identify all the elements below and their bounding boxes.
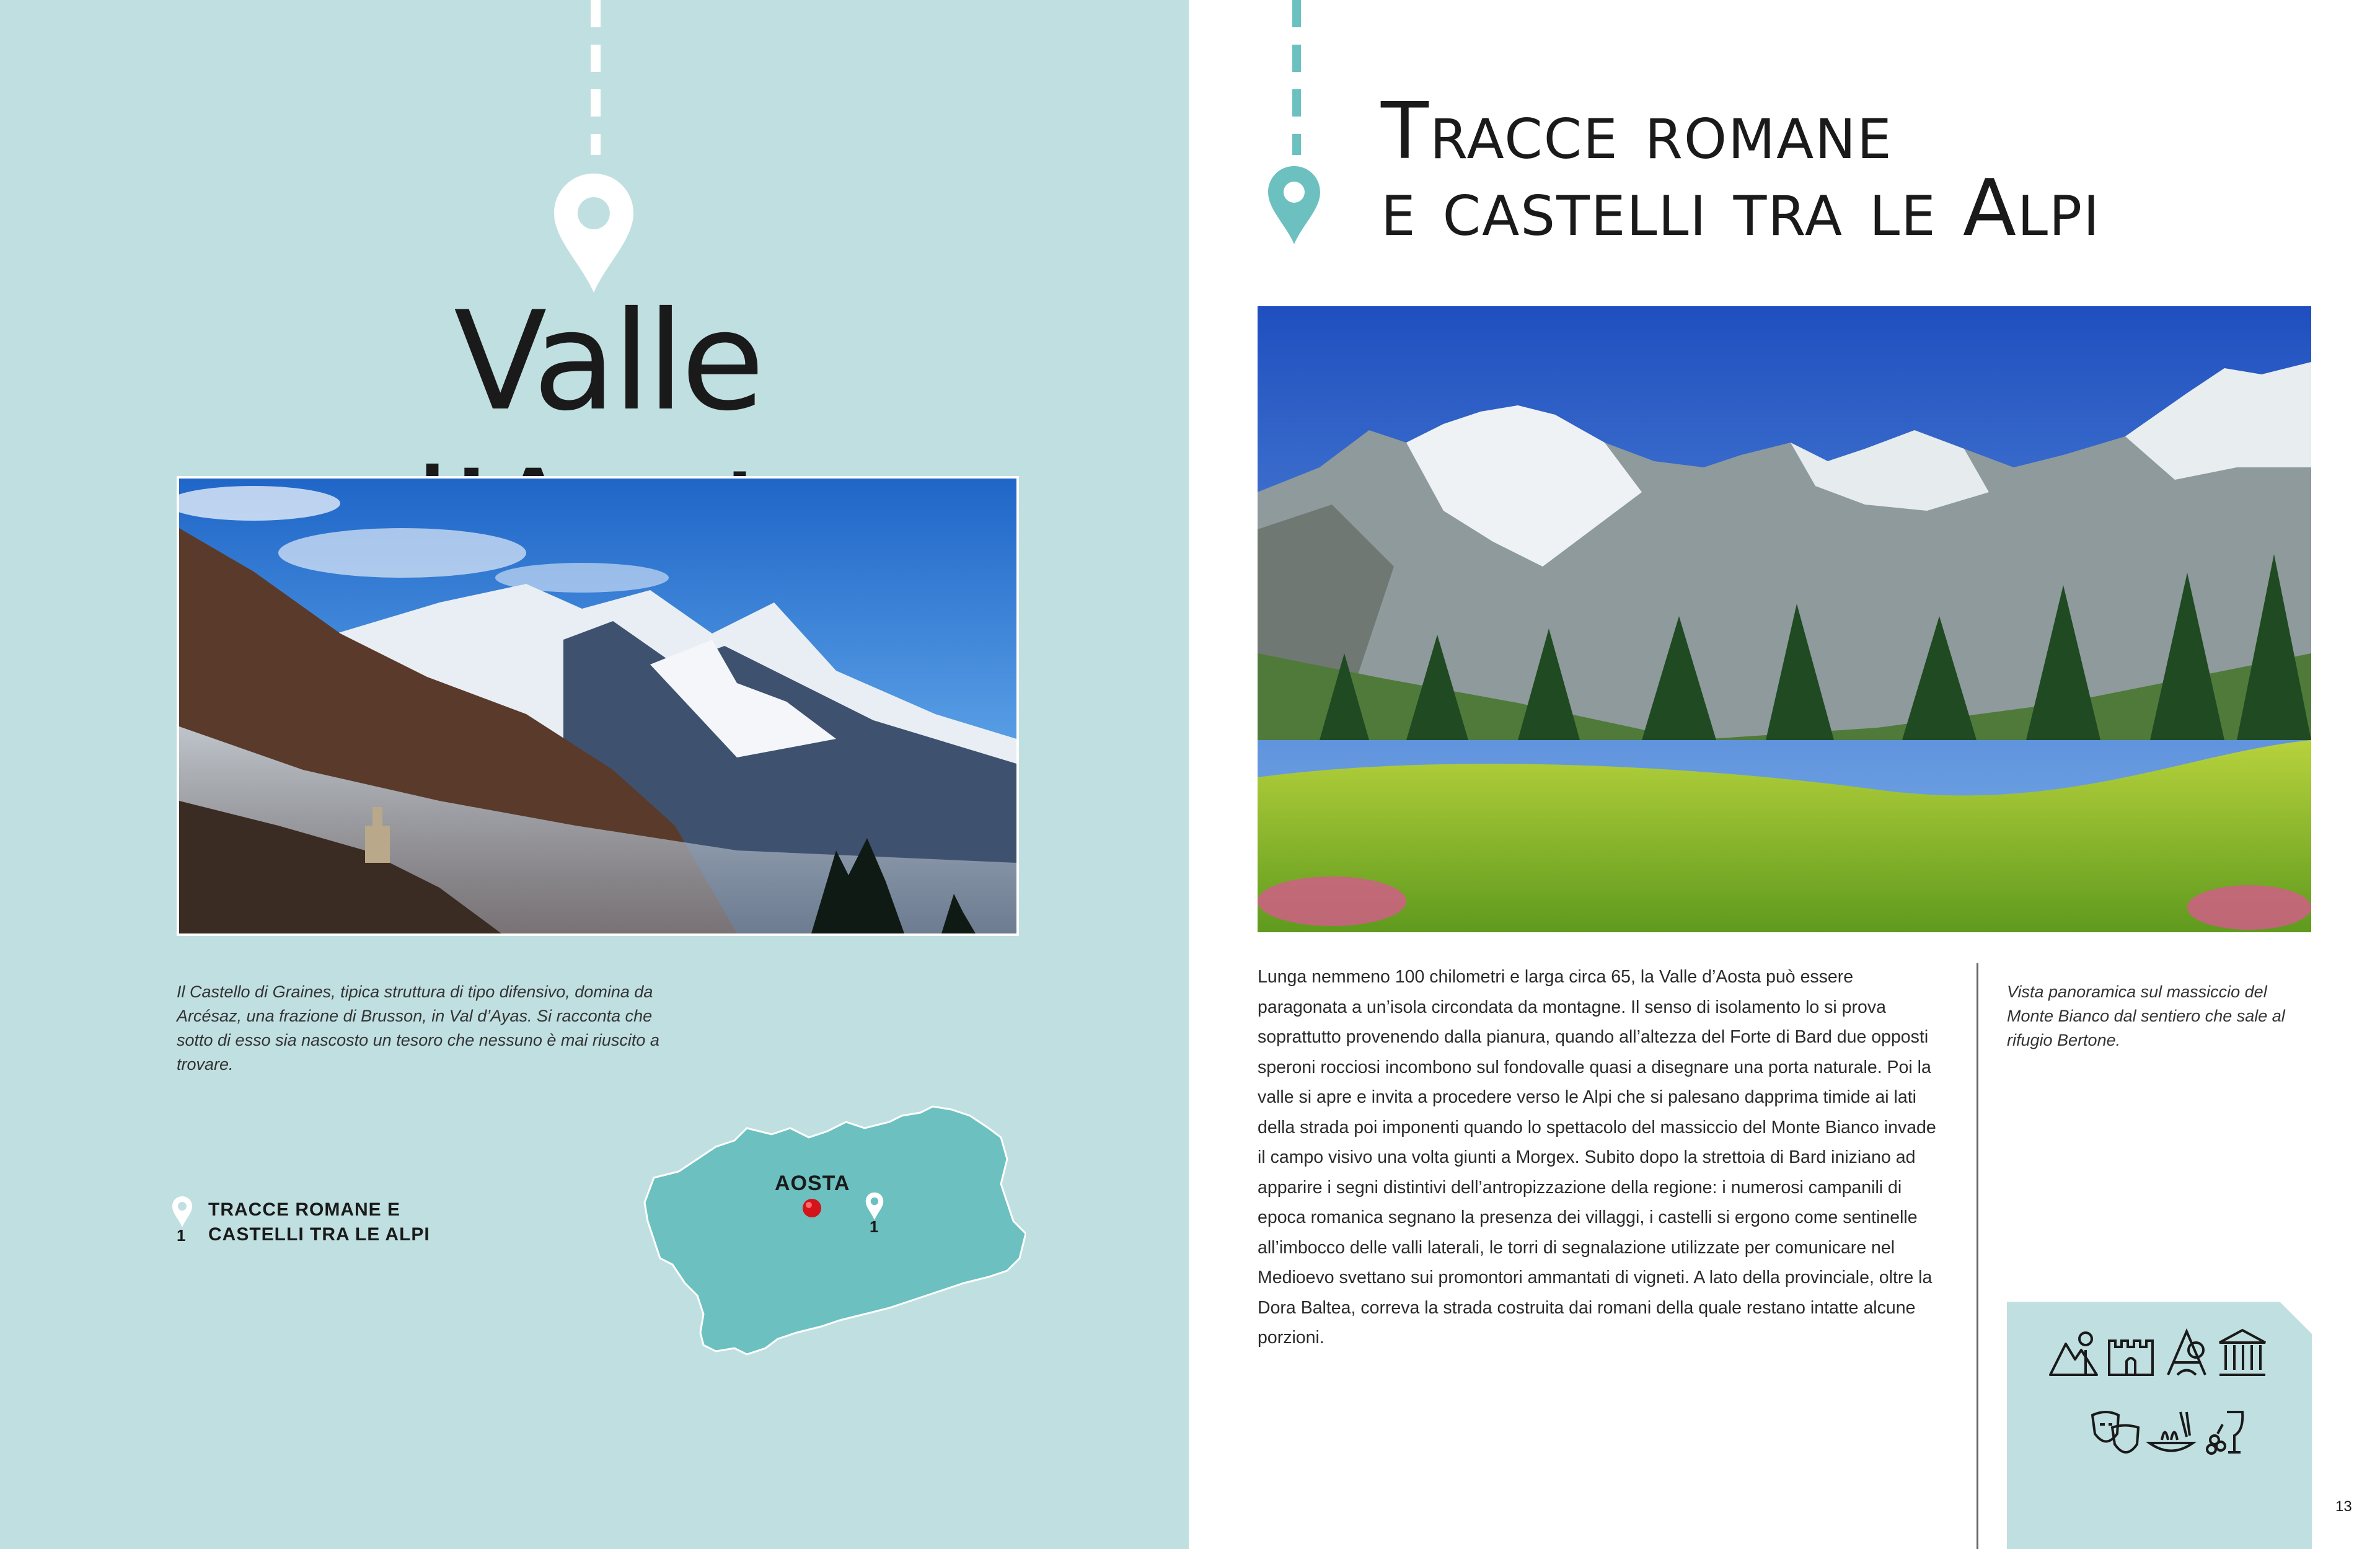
location-pin-icon [1266,164,1322,246]
nature-icon [2047,1325,2103,1381]
food-icon [2143,1406,2199,1462]
legend-line-2: CASTELLI TRA LE ALPI [208,1224,430,1245]
route-dashed-line-left [591,0,601,155]
chapter-title-line-2: e castelli tra le Alpi [1381,162,2101,254]
map-route-number: 1 [870,1217,879,1236]
map-city-label: AOSTA [775,1172,850,1195]
city-marker-dot [801,1198,822,1219]
monte-bianco-photo [1258,306,2311,932]
wine-icon [2199,1406,2255,1462]
legend-route-number: 1 [177,1226,186,1245]
theatre-icon [2087,1406,2143,1462]
region-title: Valle [454,282,761,441]
museum-icon [2215,1325,2270,1381]
chapter-title-line-1: Tracce romane [1381,86,1893,177]
art-icon [2159,1325,2215,1381]
legend-line-1: TRACCE ROMANE E [208,1199,401,1220]
page-number: 13 [2335,1498,2352,1515]
graines-castle-photo [177,476,1019,936]
photo-caption-left: Il Castello di Graines, tipica struttura di tipo difensivo, domina da Arcésaz, una frazione di Brusson, in Val d’Ayas. Si racconta che sotto di esso sia nascosto un tesoro che nessuno è mai riuscito a trovare. [177,982,659,1074]
location-pin-icon [552,171,636,295]
legend-route-title [208,1198,430,1247]
route-dashed-line-right [1292,0,1301,155]
chapter-title [1381,86,2101,254]
article-body: Lunga nemmeno 100 chilometri e larga circa 65, la Valle d’Aosta può essere paragonata a un’isola circondata da montagne. Il senso di isolamento lo si prova soprattutto provenendo dalla pianura, quando all’altezza del Forte di Bard due opposti speroni rocciosi incombono sul fondovalle quasi a disegnare una porta naturale. Poi la valle si apre e invita a procedere verso le Alpi che si palesano dapprima timide ai lati della strada poi imponenti quando lo spettacolo del massiccio del Monte Bianco invade il campo visivo una volta giunti a Morgex. Subito dopo la strettoia di Bard iniziano ad apparire i segni distintivi dell’antropizzazione della regione: i numerosi campanili di epoca romanica segnano la presenza dei villaggi, i castelli si ergono come sentinelle all’imbocco delle valli laterali, le torri di segnalazione utilizzate per comunicare nel Medioevo svettano sui promontori ammantati di vigneti. A lato della provinciale, oltre la Dora Baltea, correva la strada costruita dai romani della quale restano intatte alcune porzioni. [1258,967,1936,1348]
castle-icon [2103,1325,2159,1381]
map-route-pin-icon [865,1191,884,1221]
photo-caption-right: Vista panoramica sul massiccio del Monte Bianco dal sentiero che sale al rifugio Bertone. [2007,982,2285,1049]
column-divider [1977,963,1978,1549]
region-map [641,1103,1026,1357]
map-pin-icon [171,1195,193,1229]
